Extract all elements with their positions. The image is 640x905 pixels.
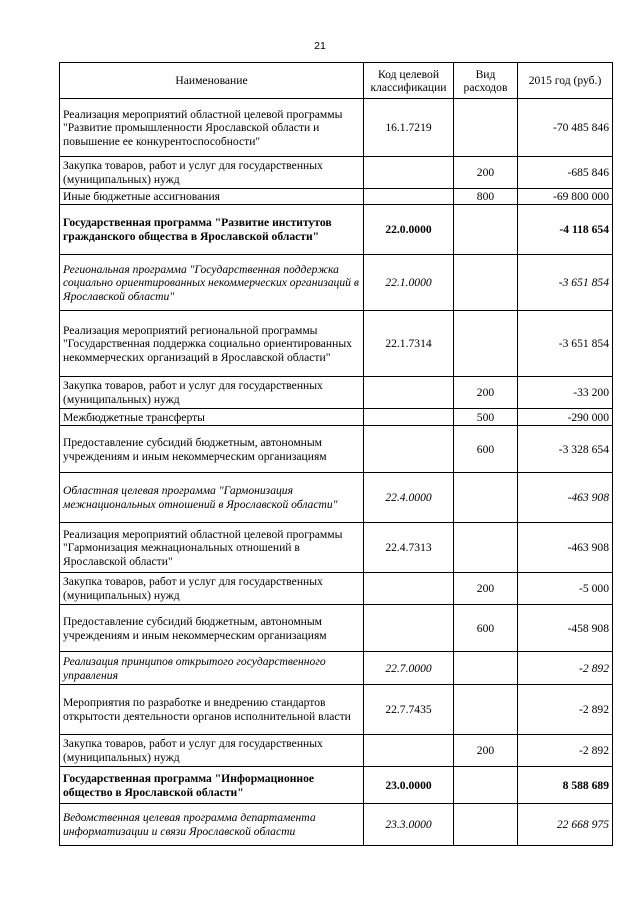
row-amount: -463 908 bbox=[518, 473, 613, 523]
row-amount: -685 846 bbox=[518, 157, 613, 189]
row-type bbox=[454, 685, 518, 735]
row-code: 22.7.7435 bbox=[364, 685, 454, 735]
row-type bbox=[454, 311, 518, 377]
row-amount: -70 485 846 bbox=[518, 99, 613, 157]
row-type: 500 bbox=[454, 409, 518, 426]
table-row bbox=[60, 804, 613, 846]
table-row bbox=[60, 605, 613, 652]
header-type: Вид расходов bbox=[454, 63, 518, 99]
row-amount: -69 800 000 bbox=[518, 189, 613, 205]
row-type bbox=[454, 804, 518, 846]
row-amount: -3 651 854 bbox=[518, 255, 613, 311]
row-code: 16.1.7219 bbox=[364, 99, 454, 157]
row-amount: -3 651 854 bbox=[518, 311, 613, 377]
header-amount: 2015 год (руб.) bbox=[518, 63, 613, 99]
row-amount: -463 908 bbox=[518, 523, 613, 573]
row-amount: -2 892 bbox=[518, 652, 613, 685]
table-row bbox=[60, 99, 613, 157]
header-code: Код целевой классификации bbox=[364, 63, 454, 99]
row-code: 22.4.0000 bbox=[364, 473, 454, 523]
header-row bbox=[60, 63, 613, 99]
row-name: Мероприятия по разработке и внедрению стандартов открытости деятельности органов исполнительной власти bbox=[60, 685, 364, 735]
row-code: 23.0.0000 bbox=[364, 767, 454, 804]
row-name: Закупка товаров, работ и услуг для государственных (муниципальных) нужд bbox=[60, 157, 364, 189]
row-name: Закупка товаров, работ и услуг для государственных (муниципальных) нужд bbox=[60, 573, 364, 605]
table-row bbox=[60, 377, 613, 409]
table-row bbox=[60, 473, 613, 523]
row-amount: -5 000 bbox=[518, 573, 613, 605]
row-name: Закупка товаров, работ и услуг для государственных (муниципальных) нужд bbox=[60, 377, 364, 409]
row-type: 600 bbox=[454, 426, 518, 473]
row-type bbox=[454, 205, 518, 255]
table-row bbox=[60, 409, 613, 426]
row-name: Региональная программа "Государственная поддержка социально ориентированных некоммерческих организаций в Ярославской области" bbox=[60, 255, 364, 311]
row-name: Реализация мероприятий областной целевой программы "Развитие промышленности Ярославской области и повышение ее конкурентоспособности" bbox=[60, 99, 364, 157]
row-type bbox=[454, 652, 518, 685]
row-amount: -2 892 bbox=[518, 685, 613, 735]
row-amount: -2 892 bbox=[518, 735, 613, 767]
row-type: 200 bbox=[454, 157, 518, 189]
row-type: 200 bbox=[454, 735, 518, 767]
row-name: Ведомственная целевая программа департамента информатизации и связи Ярославской области bbox=[60, 804, 364, 846]
table-row bbox=[60, 523, 613, 573]
table-row bbox=[60, 311, 613, 377]
row-name: Реализация мероприятий областной целевой программы "Гармонизация межнациональных отношений в Ярославской области" bbox=[60, 523, 364, 573]
table-row bbox=[60, 157, 613, 189]
table-row bbox=[60, 255, 613, 311]
row-name: Реализация принципов открытого государственного управления bbox=[60, 652, 364, 685]
row-type: 600 bbox=[454, 605, 518, 652]
row-name: Закупка товаров, работ и услуг для государственных (муниципальных) нужд bbox=[60, 735, 364, 767]
row-code: 23.3.0000 bbox=[364, 804, 454, 846]
row-code bbox=[364, 377, 454, 409]
row-amount: 8 588 689 bbox=[518, 767, 613, 804]
table-row bbox=[60, 767, 613, 804]
row-type: 200 bbox=[454, 573, 518, 605]
row-type bbox=[454, 473, 518, 523]
row-code bbox=[364, 426, 454, 473]
row-code: 22.7.0000 bbox=[364, 652, 454, 685]
row-amount: -4 118 654 bbox=[518, 205, 613, 255]
row-name: Реализация мероприятий региональной программы "Государственная поддержка социально ориентированных некоммерческих организаций в Ярославской области" bbox=[60, 311, 364, 377]
row-name: Иные бюджетные ассигнования bbox=[60, 189, 364, 205]
row-type bbox=[454, 99, 518, 157]
row-type bbox=[454, 523, 518, 573]
row-code bbox=[364, 157, 454, 189]
table-row bbox=[60, 426, 613, 473]
row-amount: -458 908 bbox=[518, 605, 613, 652]
row-type: 200 bbox=[454, 377, 518, 409]
row-amount: -33 200 bbox=[518, 377, 613, 409]
row-code bbox=[364, 189, 454, 205]
row-name: Межбюджетные трансферты bbox=[60, 409, 364, 426]
row-amount: -290 000 bbox=[518, 409, 613, 426]
row-type bbox=[454, 767, 518, 804]
row-type bbox=[454, 255, 518, 311]
budget-table bbox=[59, 62, 613, 846]
row-code bbox=[364, 605, 454, 652]
table-row bbox=[60, 573, 613, 605]
table-row bbox=[60, 735, 613, 767]
row-code bbox=[364, 735, 454, 767]
row-name: Областная целевая программа "Гармонизация межнациональных отношений в Ярославской области" bbox=[60, 473, 364, 523]
row-type: 800 bbox=[454, 189, 518, 205]
row-name: Предоставление субсидий бюджетным, автономным учреждениям и иным некоммерческим организациям bbox=[60, 605, 364, 652]
table-row bbox=[60, 652, 613, 685]
row-code: 22.4.7313 bbox=[364, 523, 454, 573]
row-name: Предоставление субсидий бюджетным, автономным учреждениям и иным некоммерческим организациям bbox=[60, 426, 364, 473]
page-number: 21 bbox=[314, 40, 326, 52]
row-amount: -3 328 654 bbox=[518, 426, 613, 473]
table-row bbox=[60, 685, 613, 735]
row-code: 22.1.7314 bbox=[364, 311, 454, 377]
row-amount: 22 668 975 bbox=[518, 804, 613, 846]
table-row bbox=[60, 189, 613, 205]
row-name: Государственная программа "Развитие институтов гражданского общества в Ярославской области" bbox=[60, 205, 364, 255]
row-code bbox=[364, 409, 454, 426]
row-code: 22.1.0000 bbox=[364, 255, 454, 311]
header-name: Наименование bbox=[60, 63, 364, 99]
table-row bbox=[60, 205, 613, 255]
row-name: Государственная программа "Информационное общество в Ярославской области" bbox=[60, 767, 364, 804]
row-code bbox=[364, 573, 454, 605]
row-code: 22.0.0000 bbox=[364, 205, 454, 255]
